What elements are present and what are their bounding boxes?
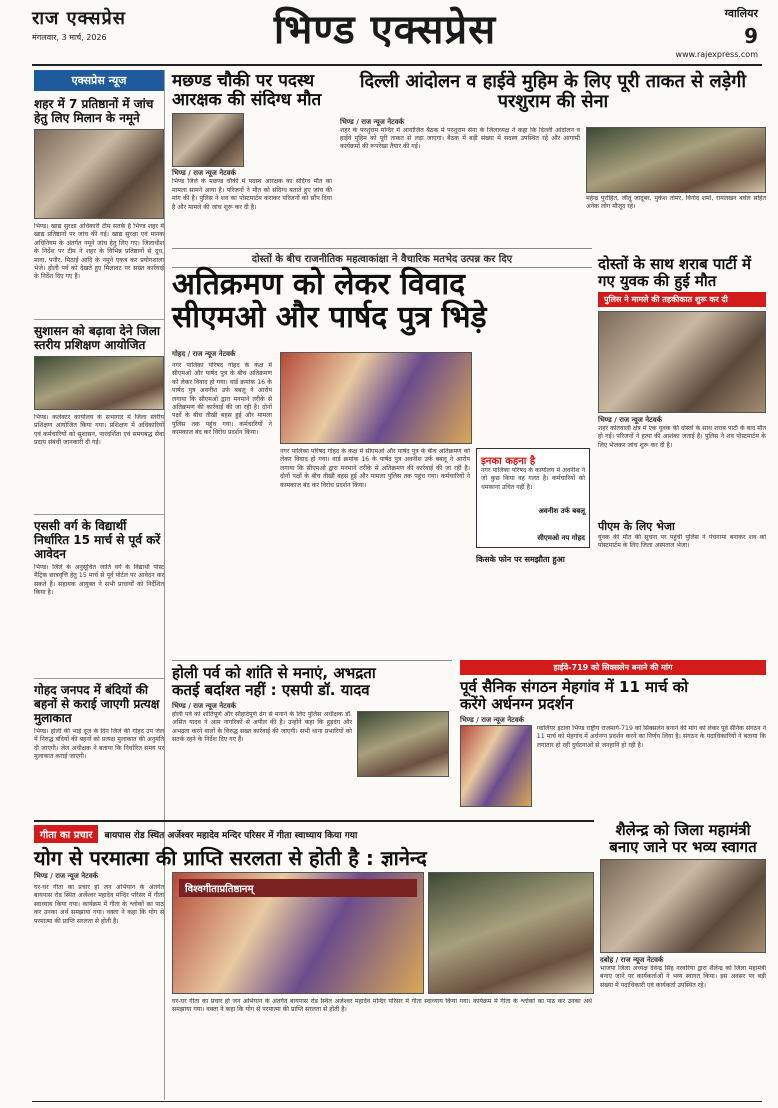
story-body: नगर पालिका परिषद गोहद के कक्ष में सीएमओ और पार्षद पुत्र के बीच अतिक्रमण को लेकर विवाद हो गया। वार्ड क्रमांक 16 के पार्षद पुत्र अवनीश उर्फ बबलू ने आरोप लगाया कि सीएमओ द्वारा मनमाने तरीके से अतिक्रमण की कार्रवाई की जा रही है। दोनों पक्षों के बीच तीखी बहस हुई और मामला पुलिस तक पहुंच गया। कर्मचारियों ने कामकाज बंद कर विरोध प्रदर्शन किया। (280, 448, 470, 489)
divider (34, 678, 164, 679)
story-headline[interactable]: मछण्ड चौकी पर पदस्थ आरक्षक की संदिग्ध मौत (172, 71, 322, 110)
left-story-body: भिण्ड। कलेक्टर कार्यालय के सभागार में जिला स्तरीय प्रशिक्षण आयोजित किया गया। प्रशिक्षण में अधिकारियों एवं कर्मचारियों को सुशासन, पारदर्शिता एवं समयबद्ध सेवा प्रदाय संबंधी जानकारी दी गई। (34, 414, 164, 447)
story-body: शहर कोतवाली क्षेत्र में एक युवक की दोस्तों के साथ शराब पार्टी के बाद मौत हो गई। परिजनों ने हत्या की आशंका जताई है। पुलिस ने शव पोस्टमार्टम के लिए भेजकर जांच शुरू कर दी है। (598, 425, 766, 449)
header-rule (32, 64, 762, 66)
story-headline[interactable]: होली पर्व को शांति से मनाएं, अभद्रता (172, 664, 376, 682)
story-tag: पुलिस ने मामले की तहकीकात शुरू कर दी (598, 292, 766, 307)
story-body: युवक की मौत की सूचना पर पहुंची पुलिस ने पंचनामा बनाकर शव को पोस्टमार्टम के लिए जिला अस्पताल भेजा। (598, 534, 766, 550)
story-photo (172, 113, 244, 167)
story-photo (357, 711, 449, 777)
story-byline: गोहद / राज न्यूज नेटवर्क (172, 350, 236, 358)
gita-photo (428, 872, 594, 994)
footer-rule (32, 1101, 762, 1102)
story-body: होली पर्व को शांतिपूर्ण और सौहार्दपूर्ण ढंग से मनाने के लिए पुलिस अधीक्षक डॉ. असित यादव ने आम नागरिकों से अपील की है। उन्होंने कहा कि हुड़दंग और अभद्रता करने वालों के विरुद्ध सख्त कार्रवाई की जाएगी। सभी थाना प्रभारियों को सतर्क रहने के निर्देश दिए गए हैं। (172, 711, 352, 744)
story-byline: भिण्ड / राज न्यूज नेटवर्क (460, 716, 524, 724)
photo-caption: महेन्द्र पुरोहित, जीतू जादूबर, मुकेश तोमर, विनोद शर्मा, रामलखन बघेल सहित अनेक लोग मौजूद रहे। (586, 194, 766, 210)
story-kicker: बायपास रोड स्थित अर्जेश्वर महादेव मन्दिर परिसर में गीता स्वाध्याय किया गया (104, 830, 358, 841)
story-body: भिण्ड जिले के मछण्ड चौकी में पदस्थ आरक्षक का संदिग्ध मौत का मामला सामने आया है। परिजनों ने मौत को संदिग्ध बताते हुए जांच की मांग की है। पुलिस ने शव का पोस्टमार्टम कराकर परिजनों को सौंप दिया है और मामले की जांच शुरू कर दी है। (172, 178, 332, 211)
lead-photo (280, 352, 472, 444)
left-story-title[interactable]: गोहद जनपद में बंदियों की बहनों से कराई जाएगी प्रत्यक्ष मुलाकात (34, 683, 160, 725)
left-story-photo (34, 356, 164, 410)
story-byline: भिण्ड / राज न्यूज नेटवर्क (598, 416, 662, 424)
story-photo (460, 725, 532, 807)
story-headline[interactable]: दोस्तों के साथ शराब पार्टी में गए युवक की हुई मौत (598, 255, 751, 290)
shailendra-story (600, 822, 766, 1105)
top-story-1 (172, 72, 332, 256)
quote-body: नगर पालिका परिषद के कार्यालय में अवनीश ने जो कुछ किया वह गलत है। कर्मचारियों को धमकाना उचित नहीं है। (481, 467, 585, 491)
masthead: भिण्ड एक्सप्रेस (273, 6, 497, 53)
story-headline[interactable]: शैलेन्द्र को जिला महामंत्री बनाए जाने पर भव्य स्वागत (609, 821, 757, 856)
top-story-2 (340, 72, 766, 225)
story-body: भाजपा जिला अध्यक्ष देवेन्द्र सिंह नरवरिया द्वारा शैलेन्द्र को जिला महामंत्री बनाए जाने पर कार्यकर्ताओं ने भव्य स्वागत किया। इस अवसर पर बड़ी संख्या में पदाधिकारी एवं कार्यकर्ता उपस्थित रहे। (600, 965, 766, 989)
page-number: 9 (744, 24, 758, 48)
left-story-body: भिण्ड। होली की भाई दूज के दिन जिले की गोहद उप जेल में निरुद्ध बंदियों की बहनों को प्रत्यक्ष मुलाकात की अनुमति दी जाएगी। जेल अधीक्षक ने बताया कि निर्धारित समय पर मुलाकात कराई जाएगी। (34, 728, 164, 761)
lead-story (172, 268, 592, 334)
holi-story (172, 660, 452, 811)
gita-photo (172, 872, 424, 994)
story-body: शहर के परशुराम मन्दिर में आयोजित बैठक में परशुराम सेना के जिलाध्यक्ष ने कहा कि दिल्ली आंदोलन व हाईवे मुहिम को पूरी ताकत से लड़ा जाएगा। बैठक में बड़ी संख्या में सदस्य उपस्थित रहे और आगामी कार्यक्रमों की रूपरेखा तैयार की गई। (340, 126, 580, 151)
story-headline[interactable]: पूर्व सैनिक संगठन मेहगांव में 11 मार्च को (460, 678, 689, 696)
story-tag: गीता का प्रचार (34, 825, 98, 843)
left-story-body: भिण्ड। खाद्य सुरक्षा अधिकारी टीम सतर्क है भिण्ड शहर में खाद्य प्रतिष्ठानों पर जांच की गई। खाद्य सुरक्षा एवं मानक अधिनियम के अंतर्गत नमूने जांच हेतु लिए गए। जिलाधीश के निर्देश पर टीम ने शहर के विभिन्न प्रतिष्ठानों से दूध, मावा, पनीर, मिठाई आदि के नमूने एकत्र कर प्रयोगशाला भेजे। होली पर्व को देखते हुए मिलावट पर सख्त कार्रवाई के निर्देश दिए गए हैं। (34, 223, 164, 281)
story-headline[interactable]: करेंगे अर्धनग्न प्रदर्शन (460, 694, 574, 713)
lead-headline[interactable]: सीएमओ और पार्षद पुत्र भिड़े (172, 300, 487, 335)
story-photo (598, 311, 766, 413)
story-body: घर-घर गीता का प्रचार हो जन अभियान के अंतर्गत बायपास रोड स्थित अर्जेश्वर महादेव मन्दिर परिसर में गीता स्वाध्याय किया गया। कार्यक्रम में गीता के श्लोकों का पाठ कर उनका अर्थ समझाया गया। वक्ता ने कहा कि योग से परमात्मा की प्राप्ति सरलता से होती है। (34, 884, 164, 925)
banner-text: विश्वगीताप्रतिष्ठानम् (179, 879, 417, 897)
story-byline: दबोह / राज न्यूज नेटवर्क (600, 956, 664, 964)
subheading: किसके फोन पर समझौता हुआ (476, 555, 565, 564)
lead-kicker: दोस्तों के बीच राजनीतिक महत्वाकांक्षा ने वैचारिक मतभेद उत्पन्न कर दिए (172, 248, 592, 268)
quote-box (476, 448, 590, 565)
highway-story (460, 660, 766, 825)
lead-left (172, 350, 272, 632)
left-story-title[interactable]: सुशासन को बढ़ावा देने जिला स्तरीय प्रशिक्षण आयोजित (34, 324, 160, 352)
story-byline: भिण्ड / राज न्यूज नेटवर्क (340, 117, 404, 126)
story-headline[interactable]: कतई बर्दाश्त नहीं : एसपी डॉ. यादव (172, 680, 370, 699)
subheading: पीएम के लिए भेजा (598, 520, 675, 533)
story-photo (586, 127, 766, 193)
header-left (32, 8, 162, 43)
right-story (598, 256, 766, 604)
left-story-title[interactable]: एससी वर्ग के विद्यार्थी निर्धारित 15 मार्च से पूर्व करें आवेदन (34, 519, 161, 561)
gita-story (34, 820, 594, 869)
left-story-photo (34, 129, 164, 219)
edition-city: ग्वालियर (724, 7, 758, 20)
story-photo (600, 859, 766, 953)
story-byline: भिण्ड / राज न्यूज नेटवर्क (172, 169, 236, 178)
left-story-body: भिण्ड। जिले के अनुसूचित जाति वर्ग के विद्यार्थी पोस्ट मैट्रिक छात्रवृत्ति हेतु 15 मार्च से पूर्व पोर्टल पर आवेदन कर सकते हैं। सहायक आयुक्त ने सभी प्राचार्यों को निर्देशित किया है। (34, 564, 164, 597)
gita-left (34, 872, 164, 1094)
story-tag: हाईवे-719 को सिक्सलेन बनाने की मांग (460, 660, 766, 675)
story-byline: भिण्ड / राज न्यूज नेटवर्क (172, 702, 236, 710)
brand-name: राज एक्सप्रेस (32, 8, 126, 29)
story-headline[interactable]: योग से परमात्मा की प्राप्ति सरलता से होती है : ज्ञानेन्द (34, 846, 427, 870)
divider (34, 319, 164, 320)
story-body: ग्वालियर इटावा भिण्ड राष्ट्रीय राजमार्ग-719 को सिक्सलेन बनाने की मांग को लेकर पूर्व सैनिक संगठन ने 11 मार्च को मेहगांव में अर्धनग्न प्रदर्शन करने का निर्णय लिया है। संगठन के पदाधिकारियों ने बताया कि लगातार हो रही दुर्घटनाओं से जनहानि हो रही है। (536, 725, 766, 749)
issue-date: मंगलवार, 3 मार्च, 2026 (32, 33, 107, 42)
quote-name: अवनीश उर्फ बबलू (538, 507, 585, 515)
left-story-title[interactable]: शहर में 7 प्रतिष्ठानों में जांच हेतु लिए मिलान के नमूने (34, 97, 154, 125)
quote-name: सीएमओ नप गोहद (537, 534, 585, 542)
story-headline[interactable]: दिल्ली आंदोलन व हाईवे मुहिम के लिए पूरी ताकत से लड़ेगी परशुराम की सेना (359, 71, 747, 112)
divider (34, 514, 164, 515)
story-body: नगर पालिका परिषद गोहद के कक्ष में सीएमओ और पार्षद पुत्र के बीच अतिक्रमण को लेकर विवाद हो गया। वार्ड क्रमांक 16 के पार्षद पुत्र अवनीश उर्फ बबलू ने आरोप लगाया कि सीएमओ द्वारा मनमाने तरीके से अतिक्रमण की कार्रवाई की जा रही है। दोनों पक्षों के बीच तीखी बहस हुई और मामला पुलिस तक पहुंच गया। कर्मचारियों ने कामकाज बंद कर विरोध प्रदर्शन किया। (172, 362, 272, 437)
quote-head: इनका कहना है (481, 456, 536, 467)
story-body: घर-घर गीता का प्रचार हो जन अभियान के अंतर्गत बायपास रोड स्थित अर्जेश्वर महादेव मन्दिर परिसर में गीता स्वाध्याय किया गया। कार्यक्रम में गीता के श्लोकों का पाठ कर उनका अर्थ समझाया गया। वक्ता ने कहा कि योग से परमात्मा की प्राप्ति सरलता से होती है। (172, 998, 592, 1014)
website[interactable]: www.rajexpress.com (675, 50, 758, 59)
section-title: एक्सप्रेस न्यूज (34, 70, 164, 91)
lead-headline[interactable]: अतिक्रमण को लेकर विवाद (172, 267, 466, 302)
story-byline: भिण्ड / राज न्यूज नेटवर्क (34, 872, 98, 880)
